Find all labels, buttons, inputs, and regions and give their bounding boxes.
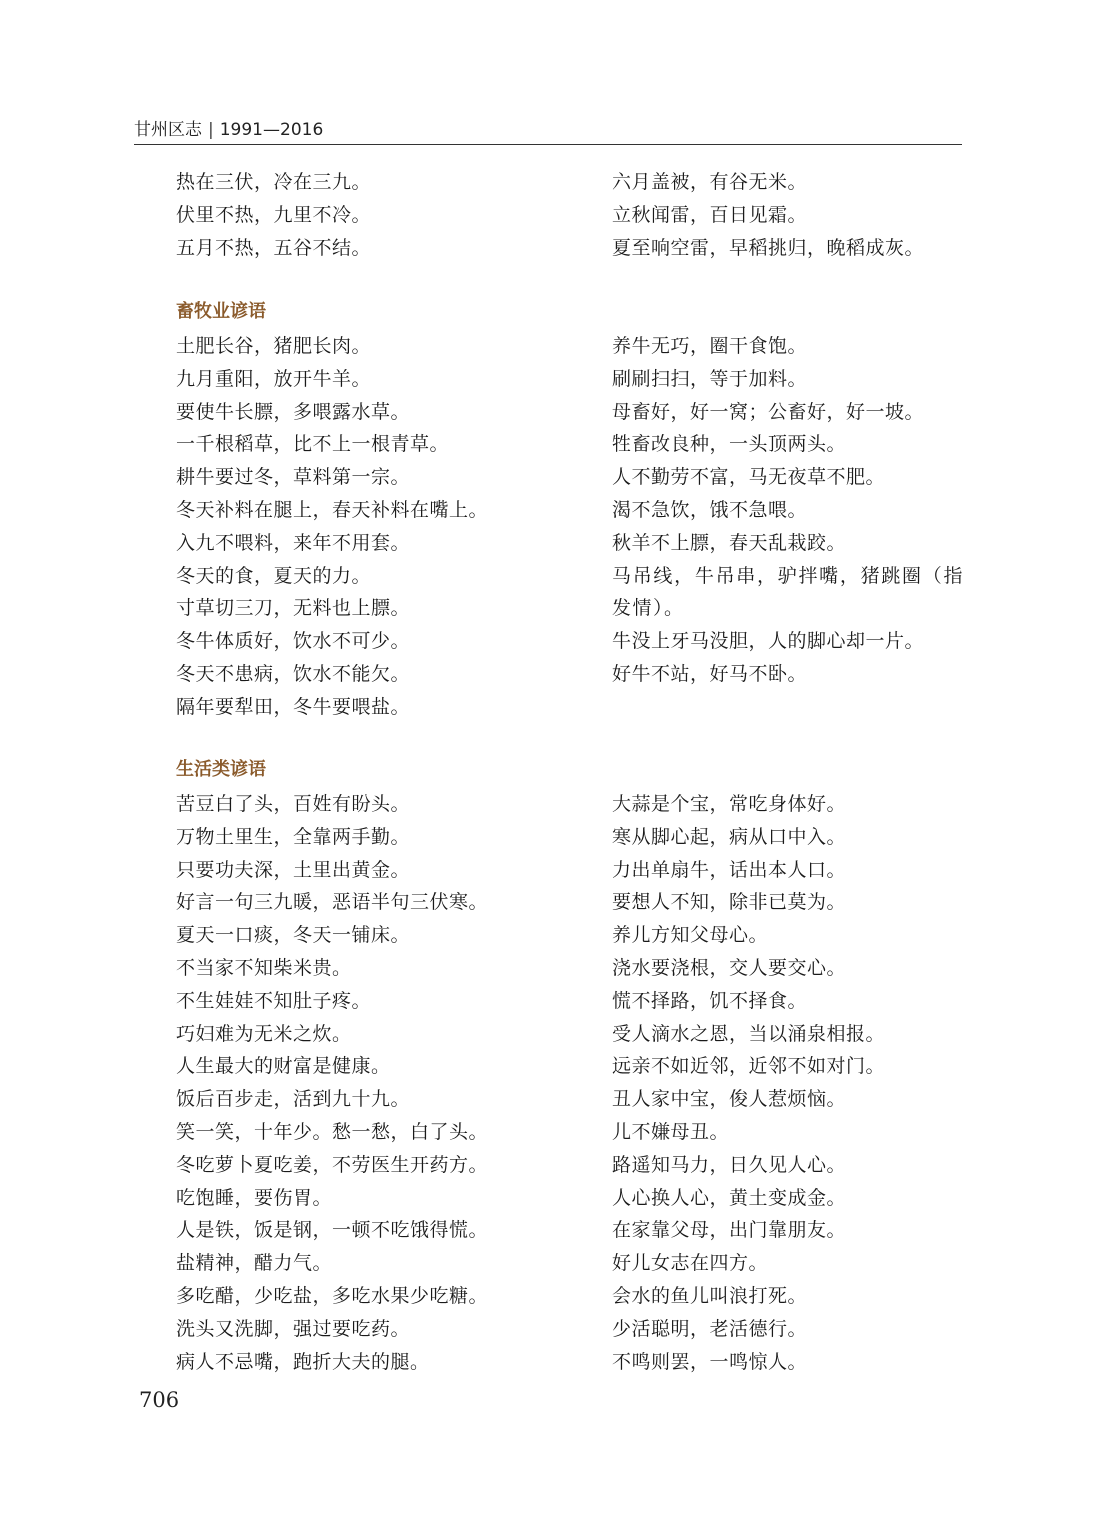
section-title-life: 生活类谚语 xyxy=(176,759,266,780)
life-left-column xyxy=(176,788,556,1378)
proverb-line: 马吊线，牛吊串，驴拌嘴，猪跳圈（指发情）。 xyxy=(612,564,964,620)
proverb-line: 盐精神，醋力气。 xyxy=(176,1252,333,1275)
proverb-line: 九月重阳，放开牛羊。 xyxy=(176,367,372,390)
running-header xyxy=(134,118,962,145)
proverb-line: 远亲不如近邻，近邻不如对门。 xyxy=(612,1055,886,1078)
proverb-line: 要想人不知，除非已莫为。 xyxy=(612,891,847,914)
proverb-line: 热在三伏，冷在三九。 xyxy=(176,171,372,193)
proverb-line: 好牛不站，好马不卧。 xyxy=(612,662,808,685)
proverb-line: 力出单扇牛，话出本人口。 xyxy=(612,858,847,881)
proverb-line: 多吃醋，少吃盐，多吃水果少吃糖。 xyxy=(176,1284,489,1307)
proverb-line: 不当家不知柴米贵。 xyxy=(176,956,352,979)
proverb-line: 母畜好，好一窝；公畜好，好一坡。 xyxy=(612,400,925,423)
proverb-line: 冬天补料在腿上，春天补料在嘴上。 xyxy=(176,498,489,521)
proverb-line: 要使牛长膘，多喂露水草。 xyxy=(176,400,411,423)
proverb-line: 病人不忌嘴，跑折大夫的腿。 xyxy=(176,1350,430,1373)
proverb-line: 冬天的食，夏天的力。 xyxy=(176,564,372,587)
proverb-line: 好儿女志在四方。 xyxy=(612,1252,769,1275)
page-number: 706 xyxy=(139,1388,180,1412)
proverb-line: 洗头又洗脚，强过要吃药。 xyxy=(176,1317,411,1340)
proverb-line: 冬天不患病，饮水不能欠。 xyxy=(176,662,411,685)
proverb-line: 入九不喂料，来年不用套。 xyxy=(176,531,411,554)
proverb-line: 冬吃萝卜夏吃姜，不劳医生开药方。 xyxy=(176,1153,489,1176)
proverb-line: 牛没上牙马没胆，人的脚心却一片。 xyxy=(612,630,925,653)
proverb-line: 土肥长谷，猪肥长肉。 xyxy=(176,335,372,357)
header-separator: | xyxy=(208,120,214,140)
proverb-line: 隔年要犁田，冬牛要喂盐。 xyxy=(176,695,411,718)
proverb-line: 冬牛体质好，饮水不可少。 xyxy=(176,630,411,653)
proverb-line: 寒从脚心起，病从口中入。 xyxy=(612,825,847,848)
proverb-line: 好言一句三九暖，恶语半句三伏寒。 xyxy=(176,891,489,914)
proverb-line: 在家靠父母，出门靠朋友。 xyxy=(612,1219,847,1242)
top-left-column xyxy=(176,166,556,264)
proverb-line: 夏天一口痰，冬天一铺床。 xyxy=(176,924,411,947)
proverb-line: 秋羊不上膘，春天乱栽跤。 xyxy=(612,531,847,554)
proverb-line: 不生娃娃不知肚子疼。 xyxy=(176,989,372,1012)
proverb-line: 浇水要浇根，交人要交心。 xyxy=(612,956,847,979)
proverb-line: 人不勤劳不富，马无夜草不肥。 xyxy=(612,466,886,489)
proverb-line: 渴不急饮，饿不急喂。 xyxy=(612,498,808,521)
proverb-line: 养儿方知父母心。 xyxy=(612,924,769,947)
proverb-line: 夏至响空雷，早稻挑归，晚稻成灰。 xyxy=(612,236,925,259)
proverb-line: 儿不嫌母丑。 xyxy=(612,1120,730,1143)
livestock-right-column xyxy=(612,330,964,691)
proverb-line: 大蒜是个宝，常吃身体好。 xyxy=(612,793,847,815)
proverb-line: 人生最大的财富是健康。 xyxy=(176,1055,391,1078)
book-title: 甘州区志 xyxy=(134,120,202,140)
proverb-line: 六月盖被，有谷无米。 xyxy=(612,171,808,193)
proverb-line: 伏里不热，九里不冷。 xyxy=(176,203,372,226)
header-years: 1991—2016 xyxy=(219,120,324,140)
proverb-line: 吃饱睡，要伤胃。 xyxy=(176,1186,333,1209)
proverb-line: 不鸣则罢，一鸣惊人。 xyxy=(612,1350,808,1373)
proverb-line: 一千根稻草，比不上一根青草。 xyxy=(176,433,450,456)
proverb-line: 牲畜改良种，一头顶两头。 xyxy=(612,433,847,456)
proverb-line: 苦豆白了头，百姓有盼头。 xyxy=(176,793,411,815)
proverb-line: 刷刷扫扫，等于加料。 xyxy=(612,367,808,390)
top-right-column xyxy=(612,166,964,264)
proverb-line: 寸草切三刀，无料也上膘。 xyxy=(176,597,411,620)
proverb-line: 路遥知马力，日久见人心。 xyxy=(612,1153,847,1176)
proverb-line: 人是铁，饭是钢，一顿不吃饿得慌。 xyxy=(176,1219,489,1242)
proverb-line: 少活聪明，老活德行。 xyxy=(612,1317,808,1340)
proverb-line: 慌不择路，饥不择食。 xyxy=(612,989,808,1012)
proverb-line: 人心换人心，黄土变成金。 xyxy=(612,1186,847,1209)
proverb-line: 万物土里生，全靠两手勤。 xyxy=(176,825,411,848)
proverb-line: 巧妇难为无米之炊。 xyxy=(176,1022,352,1045)
proverb-line: 笑一笑，十年少。愁一愁，白了头。 xyxy=(176,1120,489,1143)
proverb-line: 受人滴水之恩，当以涌泉相报。 xyxy=(612,1022,886,1045)
proverb-line: 五月不热，五谷不结。 xyxy=(176,236,372,259)
proverb-line: 立秋闻雷，百日见霜。 xyxy=(612,203,808,226)
section-title-livestock: 畜牧业谚语 xyxy=(176,301,266,322)
proverb-line: 耕牛要过冬，草料第一宗。 xyxy=(176,466,411,489)
proverb-line: 饭后百步走，活到九十九。 xyxy=(176,1088,411,1111)
livestock-left-column xyxy=(176,330,556,724)
proverb-line: 丑人家中宝，俊人惹烦恼。 xyxy=(612,1088,847,1111)
proverb-line: 会水的鱼儿叫浪打死。 xyxy=(612,1284,808,1307)
proverb-line: 养牛无巧，圈干食饱。 xyxy=(612,335,808,357)
proverb-line: 只要功夫深，土里出黄金。 xyxy=(176,858,411,881)
life-right-column xyxy=(612,788,964,1378)
